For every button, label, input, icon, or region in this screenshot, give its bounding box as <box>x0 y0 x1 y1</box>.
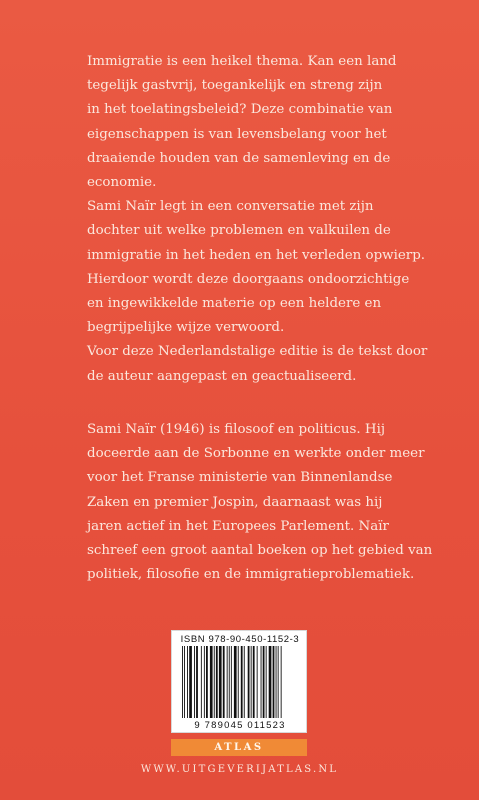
bio-line: doceerde aan de Sorbonne en werkte onder meer <box>87 446 425 462</box>
blurb-line: eigenschappen is van levensbelang voor het <box>87 126 387 142</box>
publisher-name: ATLAS <box>214 742 264 753</box>
bio-line: Sami Naïr (1946) is filosoof en politicus. Hij <box>87 422 386 437</box>
bio-line: politiek, filosofie en de immigratieproblematiek. <box>87 567 415 583</box>
blurb-line: Sami Naïr legt in een conversatie met zijn <box>87 199 374 215</box>
isbn-barcode <box>171 630 307 733</box>
blurb-line: draaiende houden van de samenleving en de <box>87 150 391 166</box>
author-bio <box>87 418 433 587</box>
barcode-bars <box>182 646 300 718</box>
bio-line: Zaken en premier Jospin, daarnaast was hij <box>87 494 383 510</box>
blurb-text <box>87 50 427 389</box>
blurb-line: begrijpelijke wijze verwoord. <box>87 320 285 336</box>
blurb-line: dochter uit welke problemen en valkuilen de <box>87 223 391 239</box>
blurb-line: de auteur aangepast en geactualiseerd. <box>87 368 357 384</box>
blurb-line: Voor deze Nederlandstalige editie is de tekst door <box>87 344 428 360</box>
bio-line: jaren actief in het Europees Parlement. Naïr <box>87 518 389 534</box>
isbn-label: ISBN 978-90-450-1152-3 <box>180 634 300 645</box>
blurb-line: immigratie in het heden en het verleden opwierp. <box>87 247 426 263</box>
blurb-line: tegelijk gastvrij, toegankelijk en streng zijn <box>87 78 383 94</box>
blurb-line: en ingewikkelde materie op een heldere en <box>87 296 382 312</box>
blurb-line: Hierdoor wordt deze doorgaans ondoorzichtige <box>87 271 410 287</box>
bio-line: voor het Franse ministerie van Binnenlandse <box>87 470 393 486</box>
bio-line: schreef een groot aantal boeken op het gebied van <box>87 543 433 559</box>
publisher-logo-bar <box>171 739 307 756</box>
blurb-line: in het toelatingsbeleid? Deze combinatie van <box>87 102 393 118</box>
publisher-website: WWW.UITGEVERIJATLAS.NL <box>140 764 339 775</box>
barcode-digits: 9 789045 011523 <box>194 720 286 731</box>
blurb-line: economie. <box>87 175 157 191</box>
blurb-line: Immigratie is een heikel thema. Kan een land <box>87 54 397 69</box>
